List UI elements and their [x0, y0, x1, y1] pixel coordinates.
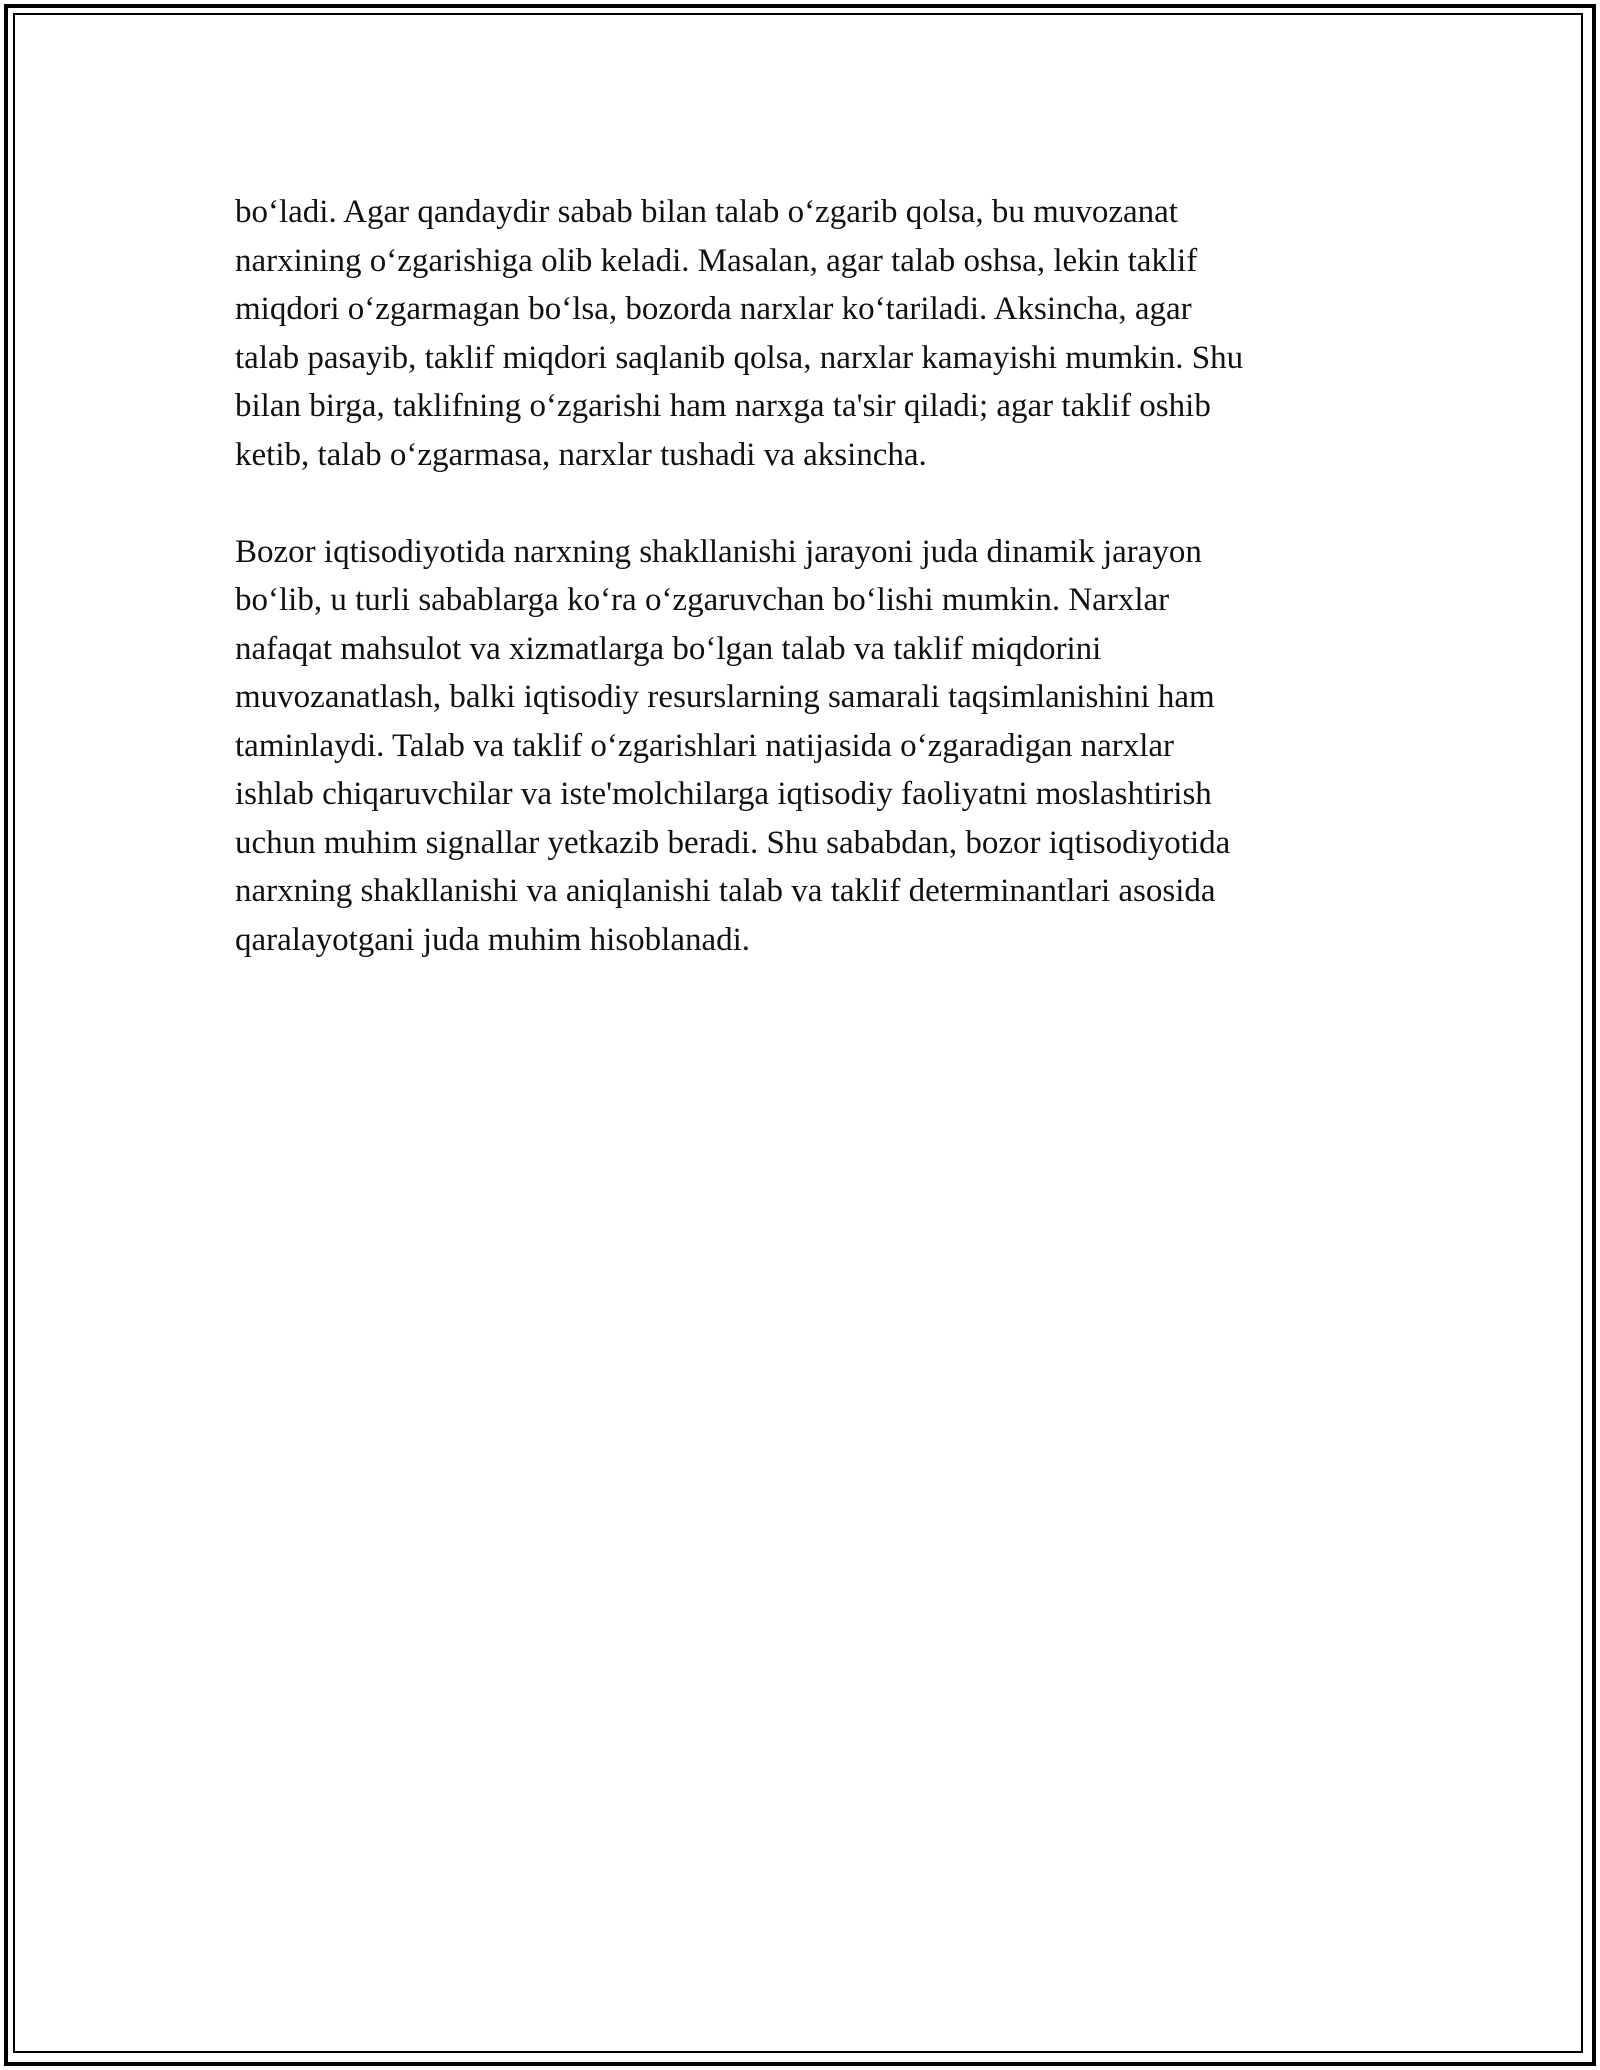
paragraph-1 — [235, 188, 1365, 479]
text-line: narxning shakllanishi va aniqlanishi talab va taklif determinantlari asosida — [235, 873, 1216, 909]
text-line: bo‘lib, u turli sabablarga ko‘ra o‘zgaruvchan bo‘lishi mumkin. Narxlar — [235, 582, 1170, 618]
document-body — [235, 188, 1365, 964]
text-line: taminlaydi. Talab va taklif o‘zgarishlari natijasida o‘zgaradigan narxlar — [235, 727, 1175, 764]
text-line: bilan birga, taklifning o‘zgarishi ham narxga ta'sir qiladi; agar taklif oshib — [235, 388, 1211, 424]
text-line: ketib, talab o‘zgarmasa, narxlar tushadi va aksincha. — [235, 436, 927, 473]
text-line: muvozanatlash, balki iqtisodiy resurslarning samarali taqsimlanishini ham — [235, 679, 1215, 715]
text-line: nafaqat mahsulot va xizmatlarga bo‘lgan talab va taklif miqdorini — [235, 630, 1102, 667]
text-line: bo‘ladi. Agar qandaydir sabab bilan talab o‘zgarib qolsa, bu muvozanat — [235, 194, 1178, 230]
text-line: miqdori o‘zgarmagan bo‘lsa, bozorda narxlar ko‘tariladi. Aksincha, agar — [235, 291, 1192, 327]
paragraph-2 — [235, 528, 1365, 965]
text-line: Bozor iqtisodiyotida narxning shakllanishi jarayoni juda dinamik jarayon — [235, 533, 1202, 570]
text-line: uchun muhim signallar yetkazib beradi. Shu sababdan, bozor iqtisodiyotida — [235, 824, 1231, 861]
text-line: qaralayotgani juda muhim hisoblanadi. — [235, 921, 751, 958]
text-line: ishlab chiqaruvchilar va iste'molchilarga iqtisodiy faoliyatni moslashtirish — [235, 776, 1212, 812]
text-line: talab pasayib, taklif miqdori saqlanib qolsa, narxlar kamayishi mumkin. Shu — [235, 339, 1244, 376]
text-line: narxining o‘zgarishiga olib keladi. Masalan, agar talab oshsa, lekin taklif — [235, 242, 1198, 279]
